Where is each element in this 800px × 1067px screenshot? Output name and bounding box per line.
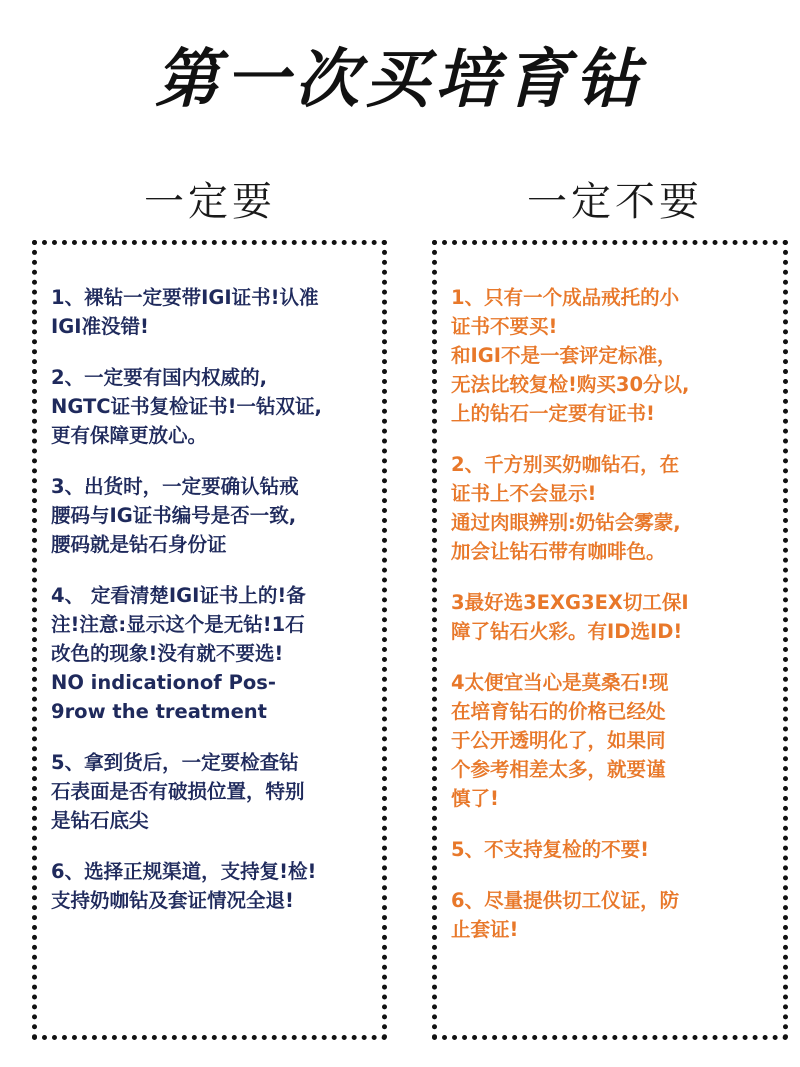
item-line: 1、只有一个成品戒托的小 <box>451 286 680 309</box>
item-line: 5、不支持复检的不要! <box>451 838 649 861</box>
item-line: 6、尽量提供切工仪证，防 <box>451 889 680 912</box>
must-not-do-item-6 <box>451 886 773 944</box>
item-line: 支持奶咖钻及套证情况全退! <box>51 889 294 912</box>
item-line: 于公开透明化了，如果同 <box>451 729 666 752</box>
page-title: 第一次买培育钻 <box>155 42 645 117</box>
item-line: 1、裸钻一定要带IGI证书!认准 <box>51 286 319 309</box>
must-do-item-6 <box>51 857 372 915</box>
item-line: 2、一定要有国内权威的, <box>51 366 267 389</box>
item-line: 改色的现象!没有就不要选! <box>51 642 284 665</box>
must-not-do-list <box>432 240 788 1040</box>
item-line: 个参考相差太多，就要谨 <box>451 758 666 781</box>
item-line: 石表面是否有破损位置，特别 <box>51 780 305 803</box>
item-line: 慎了! <box>451 787 499 810</box>
item-line: 通过肉眼辨别:奶钻会雾蒙, <box>451 511 681 534</box>
item-line: 证书上不会显示! <box>451 482 597 505</box>
item-line: 加会让钻石带有咖啡色。 <box>451 540 666 563</box>
heading-must-do: 一定要 <box>144 179 276 225</box>
item-line: 止套证! <box>451 918 519 941</box>
item-line: 是钻石底尖 <box>51 809 149 832</box>
must-not-do-item-2 <box>451 450 773 566</box>
item-line: 上的钻石一定要有证书! <box>451 402 655 425</box>
item-line: 注!注意:显示这个是无钻!1石 <box>51 613 305 636</box>
item-line: NO indicationof Pos- <box>51 671 276 694</box>
item-line: 在培育钻石的价格已经处 <box>451 700 666 723</box>
item-line: 和IGI不是一套评定标准， <box>451 344 677 367</box>
must-not-do-item-5 <box>451 835 773 864</box>
must-do-item-5 <box>51 748 372 835</box>
item-line: 证书不要买! <box>451 315 558 338</box>
must-do-item-1 <box>51 283 372 341</box>
must-not-do-item-1 <box>451 283 773 428</box>
item-line: 5、拿到货后，一定要检查钻 <box>51 751 299 774</box>
item-line: IGI准没错! <box>51 315 149 338</box>
item-line: 2、千方别买奶咖钻石，在 <box>451 453 680 476</box>
must-do-list <box>32 240 387 1040</box>
item-line: 无法比较复检!购买30分以, <box>451 373 690 396</box>
item-line: 障了钻石火彩。有ID选ID! <box>451 620 683 643</box>
item-line: 3最好选3EXG3EX切工保I <box>451 591 689 614</box>
item-line: 6、选择正规渠道，支持复!检! <box>51 860 317 883</box>
heading-must-not-do: 一定不要 <box>527 179 703 225</box>
item-line: 4太便宜当心是莫桑石!现 <box>451 671 669 694</box>
item-line: 腰码就是钻石身份证 <box>51 533 227 556</box>
must-not-do-item-3 <box>451 588 773 646</box>
must-do-item-3 <box>51 472 372 559</box>
must-do-item-2 <box>51 363 372 450</box>
item-line: 腰码与IG证书编号是否一致, <box>51 504 297 527</box>
item-line: 9row the treatment <box>51 700 267 723</box>
item-line: 4、 定看清楚IGI证书上的!备 <box>51 584 306 607</box>
item-line: 3、出货时，一定要确认钻戒 <box>51 475 299 498</box>
item-line: NGTC证书复检证书!一钻双证, <box>51 395 322 418</box>
must-do-item-4 <box>51 581 372 726</box>
item-line: 更有保障更放心。 <box>51 424 208 447</box>
must-not-do-item-4 <box>451 668 773 813</box>
